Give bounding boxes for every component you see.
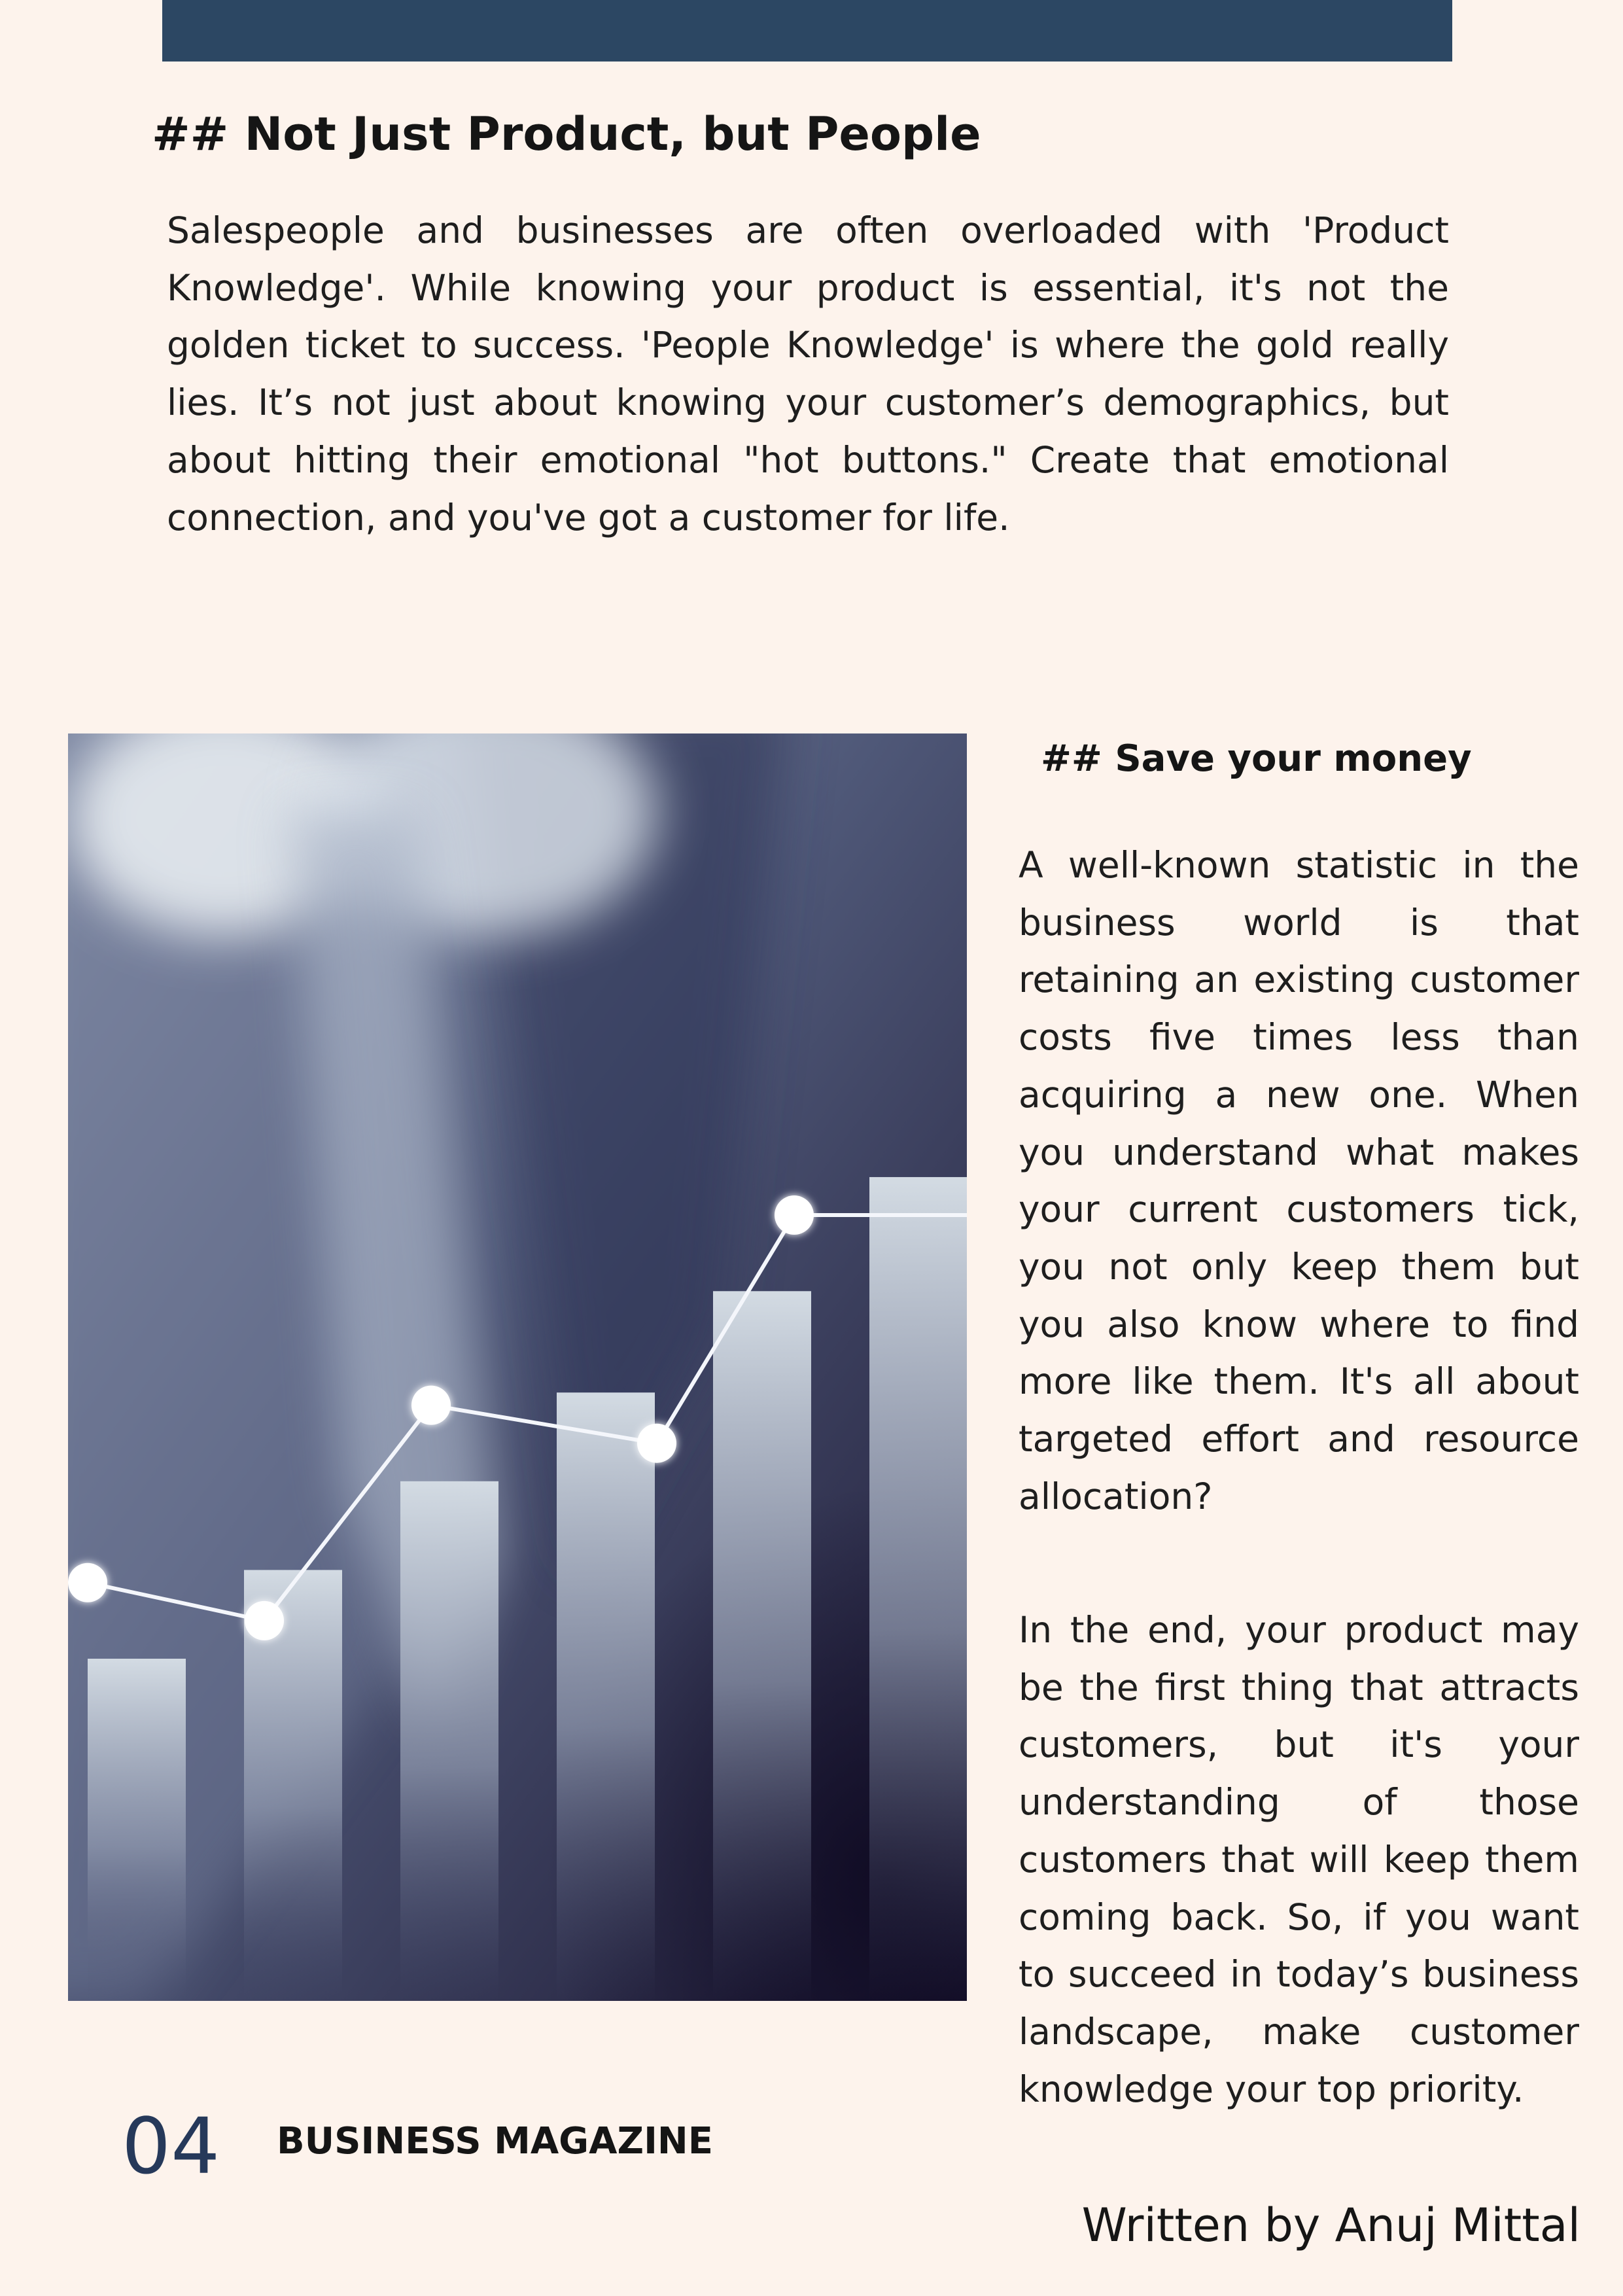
page-number: 04 xyxy=(122,2101,220,2191)
intro-paragraph: Salespeople and businesses are often overloaded with 'Product Knowledge'. While knowing your product is essential, it's not the golden ticket to success. 'People Knowledge' is where the gold really lies. It’s not just about knowing your customer’s demographics, but about hitting their emotional "hot buttons." Create that emotional connection, and you've got a customer for life. xyxy=(167,209,1449,539)
chart-bar xyxy=(869,1177,967,2001)
magazine-title: BUSINESS MAGAZINE xyxy=(277,2120,714,2163)
chart-bar xyxy=(713,1291,811,2001)
sidebar-paragraph-2: In the end, your product may be the first thing that attracts customers, but it's your understanding of those customers that will keep them coming back. So, if you want to succeed in today’s business landscape, make customer knowledge your top priority. xyxy=(1019,1609,1579,2110)
trend-point xyxy=(637,1424,676,1463)
top-banner-bar xyxy=(162,0,1452,62)
trend-point xyxy=(411,1386,451,1425)
sidebar-heading: ## Save your money xyxy=(1041,737,1472,780)
chart-bar xyxy=(557,1392,655,2001)
growth-chart-photo xyxy=(68,733,967,2001)
trend-point xyxy=(68,1563,107,1602)
chart-bar xyxy=(400,1481,498,2001)
article-heading: ## Not Just Product, but People xyxy=(152,107,981,161)
sidebar-paragraph-1: A well-known statistic in the business world is that retaining an existing customer costs five times less than acquiring a new one. When you understand what makes your current customers tick, you not only keep them but you also know where to find more like them. It's all about targeted effort and resource allocation? xyxy=(1019,844,1579,1517)
chart-bar xyxy=(88,1659,186,2001)
trend-point xyxy=(775,1195,814,1235)
hero-image xyxy=(68,733,967,2001)
author-byline: Written by Anuj Mittal xyxy=(1081,2199,1580,2252)
trend-point xyxy=(245,1601,284,1640)
